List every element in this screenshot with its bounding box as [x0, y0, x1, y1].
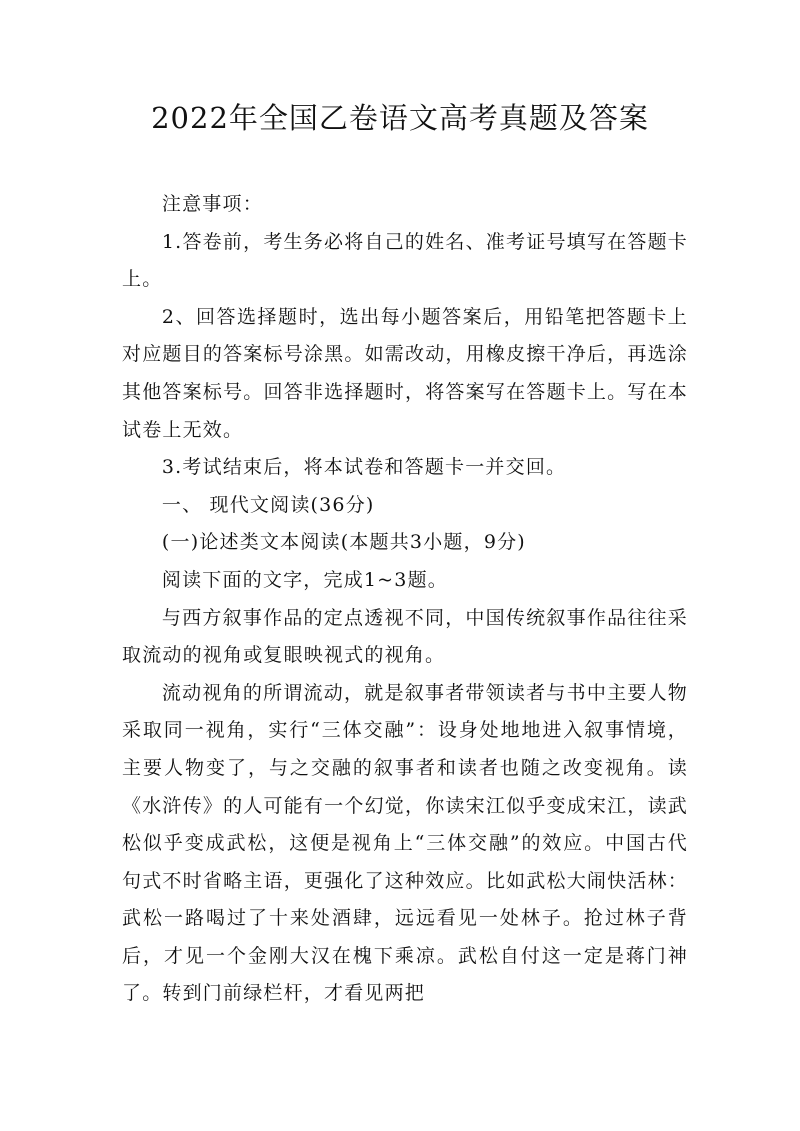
notice-item-3: 3.考试结束后，将本试卷和答题卡一并交回。	[161, 456, 567, 479]
passage-paragraph-2: 流动视角的所谓流动，就是叙事者带领读者与书中主要人物采取同一视角，实行“三体交融”：设身处地地进入叙事情境，主要人物变了，与之交融的叙事者和读者也随之改变视角。读《水浒传》的人可能有一个幻觉，你读宋江似乎变成宋江，读武松似乎变成武松，这便是视角上“三体交融”的效应。中国古代句式不时省略主语，更强化了这种效应。比如武松大闹快活林：武松一路喝过了十来处酒肆，远远看见一处林子。抢过林子背后，才见一个金刚大汉在槐下乘凉。武松自付这一定是蒋门神了。转到门前绿栏杆，才看见两把	[122, 681, 688, 1005]
subsection-heading: (一)论述类文本阅读(本题共3小题，9分)	[161, 531, 526, 554]
section-heading: 一、 现代文阅读(36分)	[161, 493, 375, 516]
notice-heading: 注意事项：	[161, 193, 263, 215]
passage-paragraph-1: 与西方叙事作品的定点透视不同，中国传统叙事作品往往采取流动的视角或复眼映视式的视角。	[122, 606, 688, 667]
document-title: 2022年全国乙卷语文高考真题及答案	[151, 101, 649, 135]
reading-instruction: 阅读下面的文字，完成1~3题。	[161, 568, 448, 591]
document-body	[122, 186, 688, 1013]
notice-item-1: 1.答卷前，考生务必将自己的姓名、准考证号填写在答题卡上。	[122, 230, 688, 291]
notice-item-2: 2、回答选择题时，选出每小题答案后，用铅笔把答题卡上对应题目的答案标号涂黑。如需改动，用橡皮擦干净后，再选涂其他答案标号。回答非选择题时，将答案写在答题卡上。写在本试卷上无效。	[122, 305, 688, 441]
